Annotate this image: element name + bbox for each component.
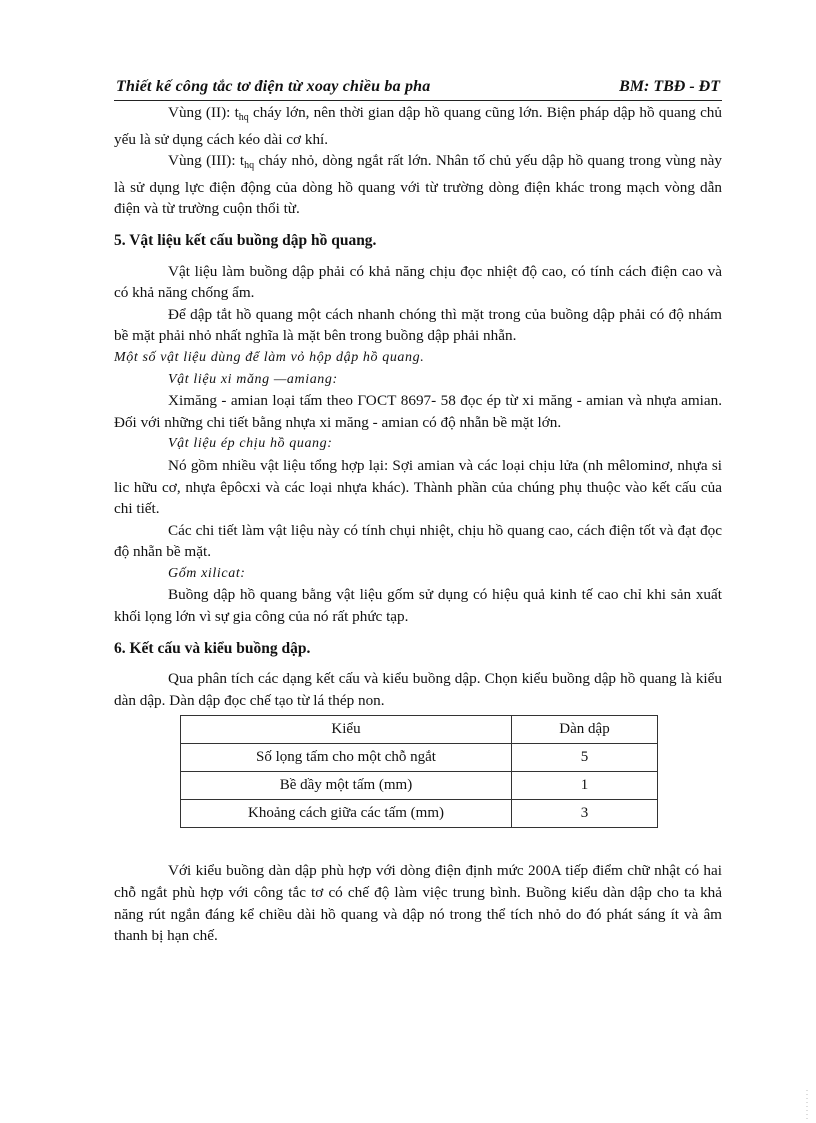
table-cell: 5 xyxy=(512,744,658,772)
table-cell: 1 xyxy=(512,772,658,800)
corner-decoration xyxy=(800,1090,814,1120)
material-2-title: Vật liệu ép chịu hồ quang: xyxy=(168,436,333,452)
section-5-heading: 5. Vật liệu kết cấu buồng dập hồ quang. xyxy=(114,231,377,249)
material-2-text: Nó gồm nhiều vật liệu tổng hợp lại: Sợi amian và các loại chịu lửa (nh mêlominơ, nhựa si lic hữu cơ, nhựa êpôcxi và các loại nhựa khác). Thành phần của chúng phụ thuộc vào kết cấu của chi tiết. xyxy=(114,456,722,518)
arc-chute-table xyxy=(180,715,658,828)
table-cell: Khoảng cách giữa các tấm (mm) xyxy=(181,800,512,828)
table-cell: 3 xyxy=(512,800,658,828)
table-row xyxy=(181,744,658,772)
table-header-cell: Dàn dập xyxy=(512,716,658,744)
section-6-heading: 6. Kết cấu và kiểu buồng dập. xyxy=(114,639,311,657)
paragraph-vung-2: Vùng (II): $t_{hq}$ cháy lớn, nên thời gian dập hồ quang cũng lớn. Biện pháp dập hồ quang chủ yếu là sử dụng cách kéo dài cơ khí. xyxy=(114,104,722,148)
page-header xyxy=(114,78,722,101)
table-row xyxy=(181,800,658,828)
closing-paragraph: Với kiểu buồng dàn dập phù hợp với dòng điện định mức 200A tiếp điểm chữ nhật có hai chỗ ngắt phù hợp với công tắc tơ có chế độ làm việc trung bình. Buồng kiểu dàn dập cho ta khả năng rút ngắn đáng kể chiều dài hồ quang và dập nó trong thể tích nhỏ do đó phát sáng ít và âm thanh bị hạn chế. xyxy=(114,862,722,945)
main-content xyxy=(114,102,722,947)
material-2-text-2: Các chi tiết làm vật liệu này có tính chụi nhiệt, chịu hồ quang cao, cách điện tốt và đạt đọc độ nhẵn bề mặt. xyxy=(114,521,722,561)
table-header-cell: Kiểu xyxy=(181,716,512,744)
table-cell: Bề dầy một tấm (mm) xyxy=(181,772,512,800)
header-department: BM: TBĐ - ĐT xyxy=(619,78,720,95)
section-6-paragraph-1: Qua phân tích các dạng kết cấu và kiểu buồng dập. Chọn kiểu buồng dập hồ quang là kiểu dàn dập. Dàn dập đọc chế tạo từ lá thép non. xyxy=(114,670,722,709)
material-1-title: Vật liệu xi măng —amiang: xyxy=(168,371,338,387)
table-row xyxy=(181,772,658,800)
material-3-title: Gốm xilicat: xyxy=(168,565,246,581)
material-3-text: Buồng dập hồ quang bằng vật liệu gốm sử dụng có hiệu quả kinh tế cao chỉ khi sản xuất khối lọng lớn vì sự gia công của nó rất phức tạp. xyxy=(114,586,722,626)
table-header-row xyxy=(181,716,658,744)
section-5-paragraph-2: Để dập tắt hồ quang một cách nhanh chóng thì mặt trong của buồng dập phải có độ nhám bề mặt phải nhỏ nhất nghĩa là mặt bên trong buồng dập phải nhẵn. xyxy=(114,305,722,345)
header-title: Thiết kế công tắc tơ điện từ xoay chiều ba pha xyxy=(116,78,431,95)
paragraph-vung-3: Vùng (III): $t_{hq}$ cháy nhỏ, dòng ngắt rất lớn. Nhân tố chủ yếu dập hồ quang trong vùng này là sử dụng lực điện động của dòng hồ quang với từ trường dòng điện khác trong mạch vòng dẫn điện và từ trường cuộn thổi từ. xyxy=(114,152,722,218)
material-1-text: Ximăng - amian loại tấm theo ГОСТ 8697- 58 đọc ép từ xi măng - amian và nhựa amian. Đối với những chi tiết bằng nhựa xi măng - amian có độ nhẵn bề mặt lớn. xyxy=(114,392,722,431)
materials-heading: Một số vật liệu dùng để làm vỏ hộp dập hồ quang. xyxy=(114,349,425,365)
table-cell: Số lọng tấm cho một chỗ ngắt xyxy=(181,744,512,772)
section-5-paragraph-1: Vật liệu làm buồng dập phải có khả năng chịu đọc nhiệt độ cao, có tính cách điện cao và có khả năng chống ẩm. xyxy=(114,262,722,302)
